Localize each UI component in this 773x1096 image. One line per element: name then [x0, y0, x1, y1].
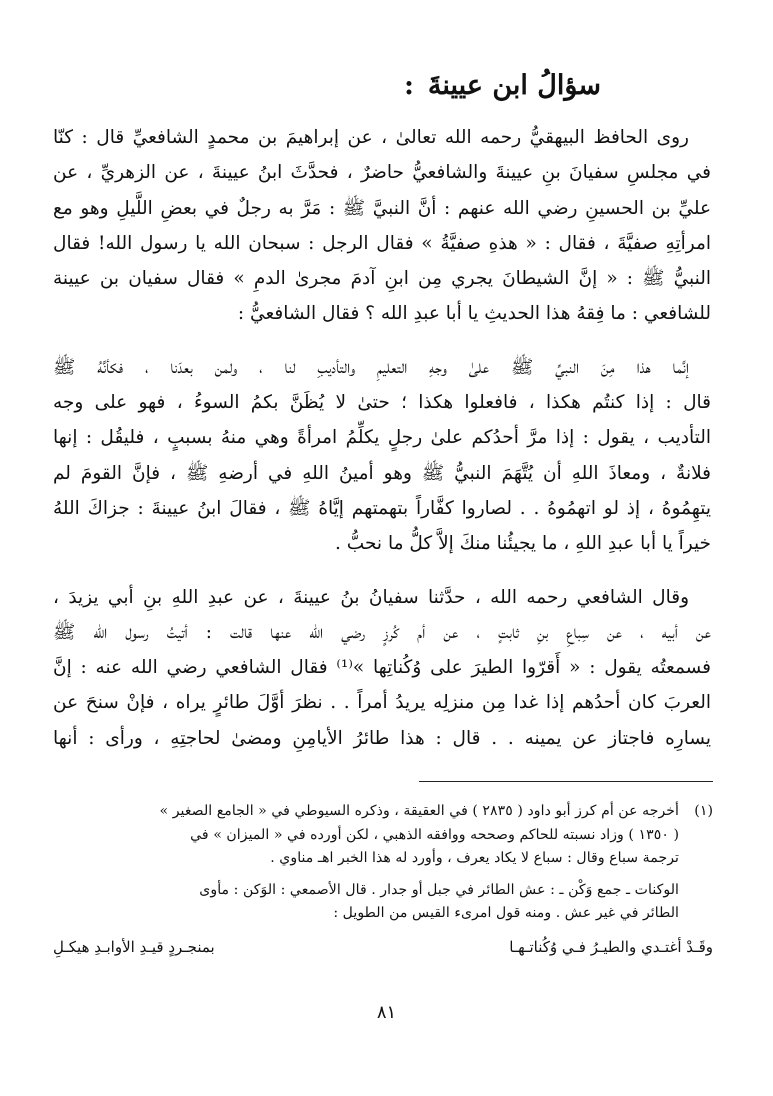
- footnote-line: ترجمة سباع وقال : سباع لا يكاد يعرف ، وأورد له هذا الخبر اهـ مناوي .: [270, 850, 679, 866]
- poetry-verse: [53, 936, 713, 960]
- paragraph-line: قال : إذا كنتُم هكذا ، فافعلوا هكذا ؛ حتىٰ لا يُظَنَّ بكمُ السوءُ ، فهو على وجه: [53, 392, 711, 414]
- paragraph-line: عن أبيه ، عن سِباعِ بنِ ثابتٍ ، عن أم كُرزٍ رضي الله عنها قالت : أتيتُ رسول الله ﷺ: [53, 621, 711, 643]
- paragraph-2: [53, 350, 711, 562]
- paragraph-line: يتهِمُوهُ ، إذ لو اتهمُوهُ . . لصاروا كفَّاراً بتهمتهم إيَّاهُ ﷺ ، فقالَ ابنُ عيينةَ : جزاكَ اللهُ: [53, 497, 711, 519]
- heading-colon: :: [403, 70, 414, 101]
- footnote-line: الوكنات ـ جمع وَكْن ـ : عش الطائر في جبل أو جدار . قال الأصمعي : الوَكن : مأوى: [199, 881, 679, 898]
- section-heading: [404, 70, 601, 101]
- verse-first-hemistich: وقَـدْ أغتـدي والطيـرُ فـي وُكُناتـهـا: [509, 937, 713, 956]
- footnote-number: (١): [694, 803, 713, 819]
- paragraph-line: فلانةٌ ، ومعاذَ اللهِ أن يُتَّهَمَ النبيُّ ﷺ وهو أمينُ اللهِ في أرضهِ ﷺ ، فإنَّ القومَ لم: [53, 462, 711, 484]
- paragraph-3: [53, 580, 711, 756]
- paragraph-line: وقال الشافعي رحمه الله ، حدَّثنا سفيانُ بنُ عيينةَ ، عن عبدِ اللهِ بنِ أبي يزيدَ ،: [53, 586, 689, 608]
- heading-title: سؤالُ ابن عيينةَ: [427, 70, 601, 101]
- paragraph-line: عليِّ بن الحسينِ رضي الله عنهم : أنَّ النبيَّ ﷺ : مَرَّ به رجلٌ في بعضِ اللَّيلِ وهو مع: [53, 197, 711, 219]
- paragraph-line: روى الحافظ البيهقيُّ رحمه الله تعالىٰ ، عن إبراهيمَ بن محمدٍ الشافعيِّ قال : كنّا: [53, 127, 689, 148]
- paragraph-1: [53, 120, 711, 332]
- paragraph-line: فسمعتُه يقول : « أَقرّوا الطيرَ على وُكُناتِها »⁽¹⁾ فقال الشافعي رضي الله عنه : إنَّ: [53, 657, 711, 679]
- paragraph-line: امرأتِهِ صفيَّةَ ، فقال : « هذهِ صفيَّةُ » فقال الرجل : سبحان الله يا رسول الله! فقال: [53, 232, 711, 254]
- paragraph-line: العربَ كان أحدُهم إذا غدا مِن منزلِه يريدُ أمراً . . نظرَ أوَّلَ طائرٍ يراه ، فإنْ سنحَ عن: [53, 692, 711, 714]
- paragraph-line: خيراً يا أبا عبدِ اللهِ ، ما يجيئُنا منكَ إلاَّ كلُّ ما نحبُّ .: [335, 533, 711, 555]
- paragraph-line: يسارِه فاجتاز عن يمينه . . قال : هذا طائرُ الأيامِنِ ومضىٰ لحاجتِهِ ، ورأى : أنها: [53, 727, 711, 749]
- page-number: ٨١: [376, 1002, 397, 1023]
- paragraph-line: للشافعي : ما فِقهُ هذا الحديثِ يا أبا عبدِ الله ؟ فقال الشافعيُّ :: [237, 303, 711, 325]
- paragraph-line: إنَّما هذا مِنَ النبيِّ ﷺ علىٰ وجهِ التعليمِ والتأديبِ لنا ، ولمن بعدَنا ، فكأنَّهُ ﷺ: [53, 356, 689, 378]
- footnote: [53, 800, 713, 959]
- footnote-line: ( ١٣٥٠ ) وزاد نسبته للحاكم وصححه ووافقه الذهبي ، لكن أورده في « الميزان » في: [190, 826, 679, 843]
- paragraph-line: النبيُّ ﷺ : « إنَّ الشيطانَ يجري مِن ابنِ آدمَ مجرىٰ الدمِ » فقال سفيان بن عيينة: [53, 268, 711, 290]
- paragraph-line: التأديب ، يقول : إذا مرَّ أحدُكم علىٰ رجلٍ يكلِّمُ امرأةً وهي منهُ بسببٍ ، فليقُل : إنها: [53, 427, 711, 449]
- paragraph-line: في مجلسِ سفيانَ بنِ عيينةَ والشافعيُّ حاضرٌ ، فحدَّثَ ابنُ عيينةَ ، عن الزهريِّ ، عن: [53, 162, 711, 184]
- footnote-line: الطائر في غير عش . ومنه قول امرىء القيس من الطويل :: [333, 905, 679, 921]
- verse-second-hemistich: بمنجـردٍ قيـدِ الأوابـدِ هيكـلِ: [53, 937, 215, 956]
- footnote-line: أخرجه عن أم كرز أبو داود ( ٢٨٣٥ ) في العقيقة ، وذكره السيوطي في « الجامع الصغير »: [159, 803, 679, 819]
- body-text: [53, 120, 711, 774]
- footnote-divider: [419, 781, 713, 782]
